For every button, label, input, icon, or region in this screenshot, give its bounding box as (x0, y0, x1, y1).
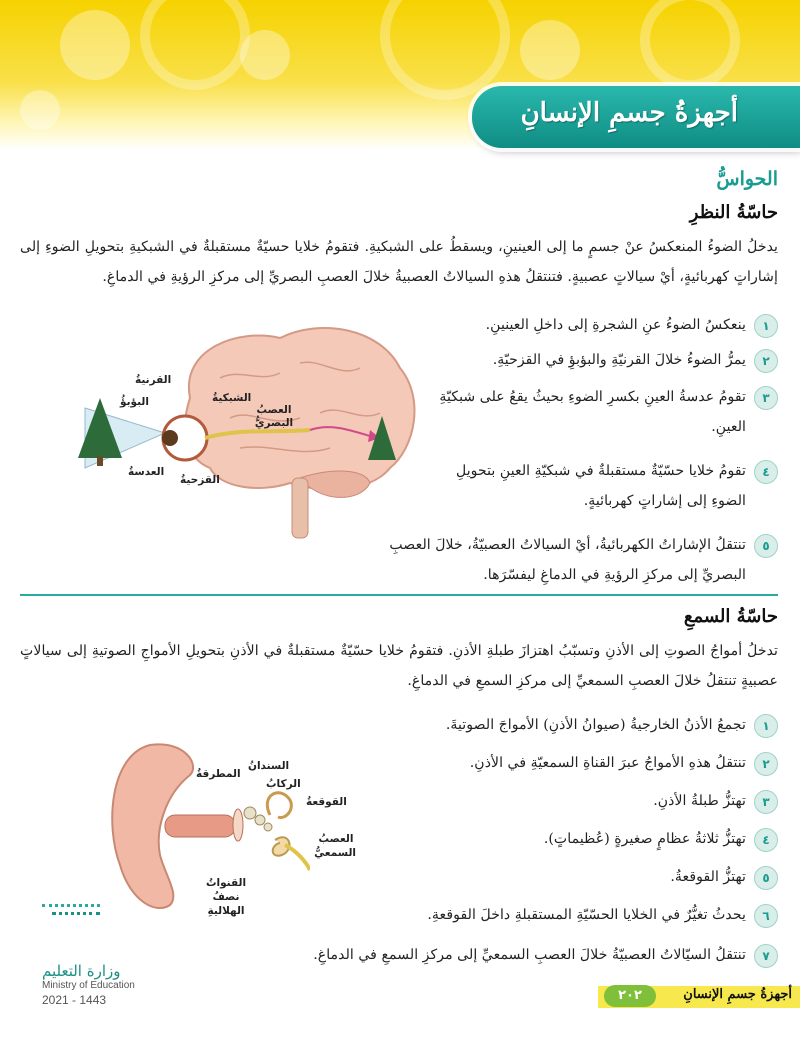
cerebellum-shape (300, 471, 370, 497)
sight-step (433, 456, 778, 516)
ear-canal (165, 815, 235, 837)
edition-year: 2021 - 1443 (42, 993, 107, 1007)
label-pupil: البؤبؤُ (120, 396, 149, 408)
eye-brain-illustration (70, 318, 420, 548)
logo-dot-row (52, 912, 100, 921)
step-number: ١ (754, 314, 778, 338)
step-number: ٢ (754, 349, 778, 373)
hearing-step (544, 824, 778, 854)
decor-bubble (60, 10, 130, 80)
step-number: ٥ (754, 866, 778, 890)
step-number: ٦ (754, 904, 778, 928)
hearing-heading: حاسّةُ السمعِ (683, 606, 778, 627)
decor-bubble (520, 20, 580, 80)
iris-shape (162, 430, 178, 446)
ministry-name-en: Ministry of Education (42, 980, 135, 991)
step-number: ٣ (754, 790, 778, 814)
decor-ring (140, 0, 250, 90)
step-number: ٢ (754, 752, 778, 776)
sight-step (398, 310, 778, 340)
page-number: ٢٠٢ (604, 985, 656, 1007)
step-text: يمرُّ الضوءُ خلالَ القرنيّةِ والبؤبؤِ في القزحيّةِ. (492, 352, 746, 368)
decor-bubble (20, 90, 60, 130)
label-iris: القزحيةُ (180, 474, 220, 486)
auditory-nerve-line (285, 845, 310, 870)
label-stirrup: الركابُ (266, 778, 301, 790)
step-text: تنتقلُ الإشاراتُ الكهربائيةُ، أيْ السيالاتُ العصبيّةُ، خلالَ العصبِ البصريِّ إلى مركزِ الرؤيةِ في الدماغِ ليفسّرَها. (389, 537, 746, 583)
step-number: ٧ (754, 944, 778, 968)
sight-intro: يدخلُ الضوءُ المنعكسُ عنْ جسمٍ ما إلى العينينِ، ويسقطُ على الشبكيةِ. فتقومُ خلايا حسيّةٌ مستقبلةٌ في الشبكيةِ بتحويلِ الضوءِ إلى إشاراتٍ كهربائيةٍ، أيْ سيالاتٍ عصبيةٍ. فتنتقلُ هذهِ السيالاتُ العصبيةُ خلالَ العصبِ البصريِّ إلى مركزِ الرؤيةِ في الدماغِ. (20, 239, 778, 285)
label-optic-nerve: العصبُ البصريُّ (254, 404, 294, 429)
step-text: تقومُ خلايا حسّيّةٌ مستقبلةٌ في شبكيّةِ العينِ بتحويلِ الضوءِ إلى إشاراتٍ كهربائيةٍ. (455, 463, 746, 509)
step-text: يحدثُ تغيُّرٌ في الخلايا الحسّيّةِ المستقبلةِ داخلَ القوقعةِ. (427, 907, 746, 923)
ministry-name-ar: وزارة التعليم (42, 962, 121, 980)
label-anvil: السندانُ (248, 760, 290, 772)
label-lens: العدسةُ (128, 466, 165, 478)
label-cochlea: القوقعةُ (306, 796, 347, 808)
eardrum (233, 809, 243, 841)
sight-step (378, 530, 778, 590)
hearing-step (313, 940, 778, 970)
step-number: ٤ (754, 828, 778, 852)
sight-heading: حاسّةُ النظرِ (689, 202, 778, 223)
brain-stem (292, 478, 308, 538)
hearing-step (427, 900, 778, 930)
step-text: ينعكسُ الضوءُ عنِ الشجرةِ إلى داخلِ العينينِ. (485, 317, 746, 333)
step-text: تهتزُّ ثلاثةُ عظامٍ صغيرةٍ (عُظيماتٍ). (543, 831, 746, 847)
hearing-step (446, 710, 778, 740)
step-number: ٤ (754, 460, 778, 484)
logo-dots (42, 900, 152, 918)
sight-step (433, 382, 778, 442)
step-text: تنتقلُ هذهِ الأمواجُ عبرَ القناةِ السمعيّةِ في الأذنِ. (469, 755, 746, 771)
step-number: ٣ (754, 386, 778, 410)
page-footer (598, 986, 800, 1008)
label-auditory-nerve: العصبُ السمعيُّ (314, 833, 356, 859)
decor-ring (380, 0, 510, 100)
ministry-logo (42, 900, 152, 1007)
label-cornea: القرنيةُ (135, 374, 172, 386)
step-number: ٥ (754, 534, 778, 558)
step-text: تهتزُّ طبلةُ الأذنِ. (653, 793, 746, 809)
section-title: الحواسُّ (716, 168, 778, 190)
step-text: تقومُ عدسةُ العينِ بكسرِ الضوءِ بحيثُ يقعُ على شبكيّةِ العينِ. (439, 389, 746, 435)
step-text: تجمعُ الأذنُ الخارجيةُ (صيوانُ الأذنِ) الأمواجَ الصوتيةَ. (445, 717, 746, 733)
footer-chapter: أجهزةُ جسمِ الإنسانِ (683, 987, 792, 1002)
hearing-intro: تدخلُ أمواجُ الصوتِ إلى الأذنِ وتسبّبُ اهتزازَ طبلةِ الأذنِ. فتقومُ خلايا حسّيّةٌ مستقبلةٌ في الأذنِ بتحويلِ الأمواجِ الصوتيةِ إلى سيالاتٍ عصبيةٍ تنتقلُ خلالَ العصبِ السمعيِّ إلى مركزِ السمعِ في الدماغِ. (20, 643, 778, 689)
hearing-step (670, 862, 778, 892)
semicircular-canals-shape (267, 793, 291, 818)
ossicle-anvil (255, 815, 265, 825)
chapter-title: أجهزةُ جسمِ الإنسانِ (520, 98, 738, 128)
chapter-title-bar (472, 86, 800, 148)
label-semicircular-canals: القنواتُ نصفُ الهلاليةِ (205, 877, 247, 917)
step-text: تهتزُّ القوقعةُ. (670, 869, 746, 885)
step-number: ١ (754, 714, 778, 738)
label-hammer: المطرقةُ (196, 768, 241, 780)
label-retina: الشبكيةُ (212, 392, 252, 404)
ossicle-stirrup (264, 823, 272, 831)
hearing-step (470, 748, 778, 778)
hearing-step (653, 786, 778, 816)
tree-trunk (97, 456, 103, 466)
ossicle-hammer (244, 807, 256, 819)
decor-ring (640, 0, 740, 90)
section-divider (20, 594, 778, 596)
brain-shape (185, 328, 414, 489)
sight-step (398, 345, 778, 375)
step-text: تنتقلُ السيّالاتُ العصبيّةُ خلالَ العصبِ السمعيِّ إلى مركزِ السمعِ في الدماغِ. (313, 947, 746, 963)
